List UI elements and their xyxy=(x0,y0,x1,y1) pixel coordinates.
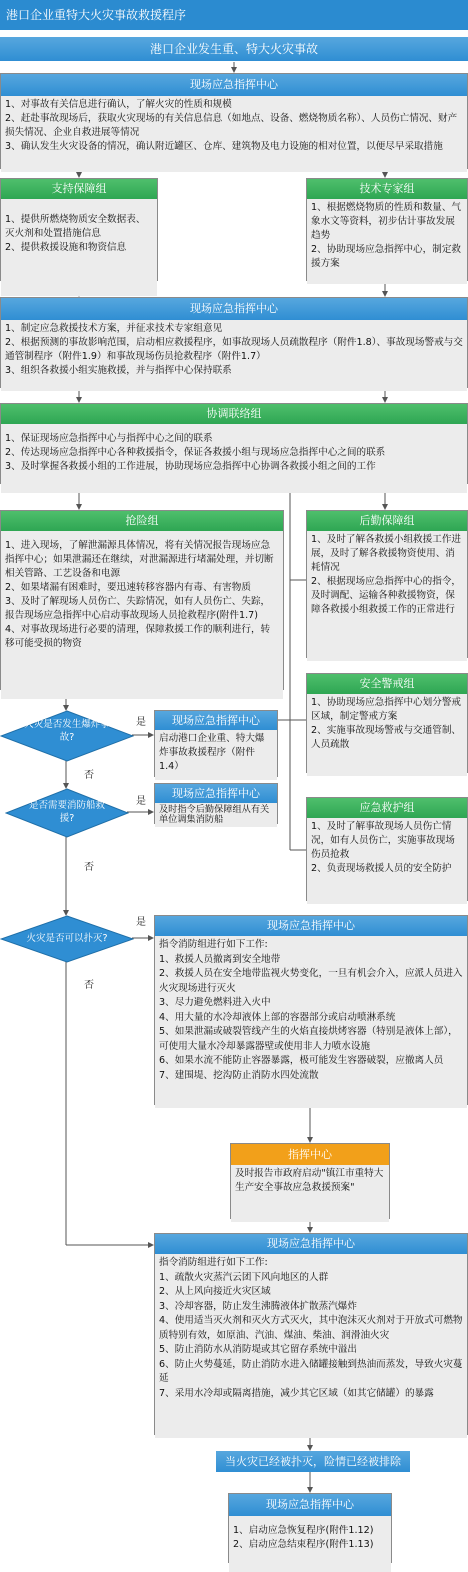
center5-box xyxy=(228,1493,392,1563)
explosion-center-title: 现场应急指挥中心 xyxy=(155,711,277,730)
rescue-group-box xyxy=(0,510,284,690)
center2-box xyxy=(0,297,468,388)
medical-item: 1、及时了解事故现场人员伤亡情况，如有人员伤亡，实施事故现场伤员抢救 xyxy=(311,821,455,860)
center1-item: 1、对事故有关信息进行确认，了解火灾的性质和规模 xyxy=(5,99,232,110)
medical-group-title: 应急救护组 xyxy=(307,798,467,818)
coord-item: 1、保证现场应急指挥中心与指挥中心之间的联系 xyxy=(5,433,213,444)
coord-group-box xyxy=(0,403,468,484)
rescue-group-title: 抢险组 xyxy=(1,511,283,531)
center4-item: 2、从上风向接近火灾区域 xyxy=(159,1286,271,1297)
support-group-box xyxy=(0,178,158,281)
center4-item: 4、使用适当灭火剂和灭火方式灭火，其中泡沫灭火剂对于开放式可燃物质特别有效，如原油、汽油、煤油、柴油、润滑油火灾 xyxy=(159,1315,463,1341)
center1-box xyxy=(0,73,468,169)
decision-extinguish-no: 否 xyxy=(84,980,94,991)
rescue-item: 2、如果堵漏有困难时，要迅速转移容器内有毒、有害物质 xyxy=(5,582,251,593)
security-group-box xyxy=(306,673,468,773)
logistics-item: 2、根据现场应急指挥中心的指令，及时调配、运输各种救援物资，保障各救援小组救援工作的正常进行 xyxy=(311,576,462,615)
center4-item: 6、防止火势蔓延，防止消防水进入储罐接触到热油而蒸发，导致火灾蔓延 xyxy=(159,1358,463,1384)
expert-group-title: 技术专家组 xyxy=(307,179,467,199)
start-bar: 港口企业发生重、特大火灾事故 xyxy=(0,37,468,61)
decision-extinguish-yes: 是 xyxy=(136,917,146,928)
center1-item: 2、赶赴事故现场后，获取火灾现场的有关信息信息（如地点、设备、燃烧物质名称）、人员伤亡情况、财产损失情况、企业自救进展等情况 xyxy=(5,113,458,138)
fireboat-center-title: 现场应急指挥中心 xyxy=(155,784,277,803)
support-item: 2、提供救援设施和物资信息 xyxy=(5,242,127,253)
center5-item: 1、启动应急恢复程序(附件1.12) xyxy=(233,1525,374,1536)
decision-fireboat-no: 否 xyxy=(84,862,94,873)
logistics-item: 1、及时了解各救援小组救援工作进展，及时了解各救援物资使用、消耗情况 xyxy=(311,534,462,573)
coord-item: 3、及时掌握各救援小组的工作进展，协助现场应急指挥中心协调各救援小组之间的工作 xyxy=(5,461,376,472)
security-group-title: 安全警戒组 xyxy=(307,674,467,694)
fireboat-center-body: 及时指令后勤保障组从有关单位调集消防船 xyxy=(155,803,277,827)
center3-item: 3、尽力避免燃料进入火中 xyxy=(159,997,271,1008)
logistics-group-box xyxy=(306,510,468,658)
final-bar: 当火灾已经被扑灭，险情已经被排除 xyxy=(216,1451,410,1472)
security-item: 1、协助现场应急指挥中心划分警戒区域，制定警戒方案 xyxy=(311,697,462,722)
center4-title: 现场应急指挥中心 xyxy=(155,1234,467,1254)
expert-item: 1、根据燃烧物质的性质和数量、气象水文等资料，初步估计事故发展趋势 xyxy=(311,202,462,241)
rescue-item: 4、对事故现场进行必要的清理，保障救援工作的顺利进行，转移可能受损的物资 xyxy=(5,624,271,649)
center4-intro: 指令消防组进行如下工作: xyxy=(159,1257,268,1268)
command-center-body: 及时报告市政府启动"镇江市重特大生产安全事故应急救援预案" xyxy=(231,1165,389,1222)
center1-item: 3、确认发生火灾设备的情况，确认附近罐区、仓库、建筑物及电力设施的相对位置，以便尽早采取措施 xyxy=(5,141,443,152)
page-title: 港口企业重特大火灾事故救援程序 xyxy=(0,0,468,30)
center4-item: 5、防止消防水从消防堤或其它留存系统中溢出 xyxy=(159,1344,357,1355)
center3-item: 1、救援人员撤离到安全地带 xyxy=(159,953,281,965)
center2-item: 3、组织各救援小组实施救援，并与指挥中心保持联系 xyxy=(5,365,232,376)
expert-group-box xyxy=(306,178,468,281)
support-item: 1、提供所燃烧物质安全数据表、灭火剂和处置措施信息 xyxy=(5,214,146,239)
medical-group-box xyxy=(306,797,468,901)
center4-item: 7、采用水冷却或隔离措施，减少其它区域（如其它储罐）的暴露 xyxy=(159,1387,434,1399)
fireboat-center-box xyxy=(154,783,278,824)
center3-item: 6、如果水流不能防止容器暴露，极可能发生容器破裂，应撤离人员 xyxy=(159,1055,444,1066)
decision-fireboat-text: 是否需要消防船救援? xyxy=(28,800,105,824)
decision-explosion-text: 火灾是否发生爆炸事故? xyxy=(24,719,110,743)
center4-box xyxy=(154,1233,468,1435)
coord-item: 2、传达现场应急指挥中心各种救援指令，保证各救援小组与现场应急指挥中心之间的联系 xyxy=(5,447,386,458)
command-center-title: 指挥中心 xyxy=(231,1144,389,1165)
center2-item: 1、制定应急救援技术方案，并征求技术专家组意见 xyxy=(5,323,223,334)
center4-item: 1、疏散火灾蒸汽云团下风向地区的人群 xyxy=(159,1271,329,1283)
support-group-title: 支持保障组 xyxy=(1,179,157,199)
decision-fireboat-yes: 是 xyxy=(136,796,146,807)
center5-item: 2、启动应急结束程序(附件1.13) xyxy=(233,1539,374,1550)
center2-title: 现场应急指挥中心 xyxy=(1,298,467,320)
center3-item: 2、救援人员在安全地带监视火势变化，一旦有机会介入，应派人员进入火灾现场进行灭火 xyxy=(159,968,463,994)
explosion-center-body: 启动港口企业重、特大爆炸事故救援程序（附件1.4） xyxy=(155,730,277,780)
decision-explosion-yes: 是 xyxy=(136,717,146,728)
center4-item: 3、冷却容器，防止发生沸腾液体扩散蒸汽爆炸 xyxy=(159,1300,357,1312)
center5-title: 现场应急指挥中心 xyxy=(229,1494,391,1516)
center3-item: 5、如果泄漏或破裂管线产生的火焰直接烘烤容器（特别是液体上部），可使用大量水冷却暴露器壁或使用非人力喷水设施 xyxy=(159,1026,458,1052)
decision-extinguish-text: 火灾是否可以扑灭? xyxy=(26,933,108,944)
center3-title: 现场应急指挥中心 xyxy=(155,916,467,936)
center1-title: 现场应急指挥中心 xyxy=(1,74,467,96)
center3-intro: 指令消防组进行如下工作: xyxy=(159,939,268,950)
decision-explosion-no: 否 xyxy=(84,770,94,781)
medical-item: 2、负责现场救援人员的安全防护 xyxy=(311,863,452,874)
coord-group-title: 协调联络组 xyxy=(1,404,467,424)
security-item: 2、实施事故现场警戒与交通管制、人员疏散 xyxy=(311,725,462,750)
rescue-item: 1、进入现场，了解泄漏源具体情况，将有关情况报告现场应急指挥中心；如果泄漏还在继续，对泄漏源进行堵漏处理，并切断相关管路、工艺设备和电源 xyxy=(5,540,274,579)
logistics-group-title: 后勤保障组 xyxy=(307,511,467,531)
expert-item: 2、协助现场应急指挥中心，制定救援方案 xyxy=(311,244,462,269)
command-center-box xyxy=(230,1143,390,1219)
center3-item: 7、建围堤、挖沟防止消防水四处流散 xyxy=(159,1069,319,1081)
center2-item: 2、根据预测的事故影响范围，启动相应救援程序，如事故现场人员疏散程序（附件1.8）、事故现场警戒与交通管制程序（附件1.9）和事故现场伤员抢救程序（附件1.7） xyxy=(5,337,463,362)
center3-item: 4、用大量的水冷却液体上部的容器部分或启动喷淋系统 xyxy=(159,1011,396,1023)
explosion-center-box xyxy=(154,710,278,777)
rescue-item: 3、及时了解现场人员伤亡、失踪情况，如有人员伤亡、失踪，报告现场应急指挥中心启动事故现场人员抢救程序(附件1.7) xyxy=(5,596,271,621)
center3-box xyxy=(154,915,468,1105)
